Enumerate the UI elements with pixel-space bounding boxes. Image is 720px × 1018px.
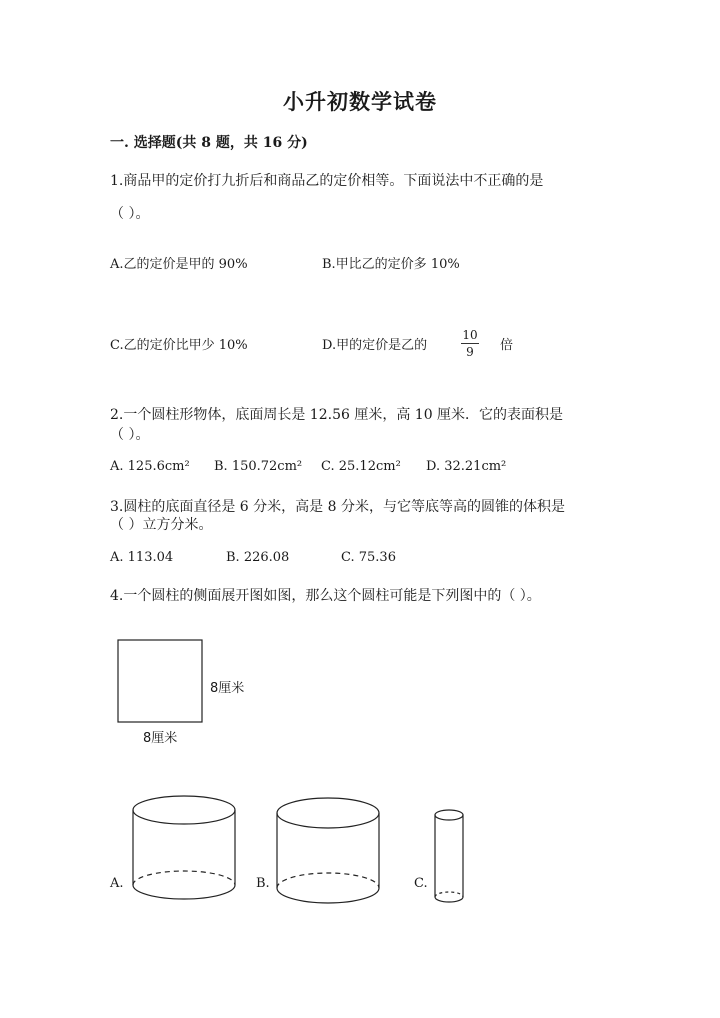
q4-choice-b-label: B. (256, 876, 270, 891)
cylinder-a-top (133, 796, 235, 824)
q4-stem: 4.一个圆柱的侧面展开图如图，那么这个圆柱可能是下列图中的（ ）。 (110, 588, 541, 604)
page-title: 小升初数学试卷 (283, 89, 437, 114)
net-bottom-label: 8厘米 (143, 731, 178, 746)
cylinder-b (277, 798, 379, 903)
cylinder-b-bottom-front (277, 888, 379, 903)
q2-option-a: A. 125.6cm² (110, 459, 190, 474)
q3-option-a: A. 113.04 (110, 550, 174, 565)
cylinder-a-bottom-back (133, 871, 235, 885)
q2-stem-line2: （ ）。 (110, 427, 150, 443)
q2-option-b: B. 150.72cm² (214, 459, 303, 474)
cylinder-c-bottom-front (435, 897, 463, 902)
q2-stem-line1: 2.一个圆柱形物体，底面周长是 12.56 厘米，高 10 厘米．它的表面积是 (110, 407, 564, 423)
cylinder-c (435, 810, 463, 902)
q3-option-b: B. 226.08 (226, 550, 290, 565)
q4-choice-a-label: A. (110, 876, 124, 891)
cylinder-b-top (277, 798, 379, 828)
fraction-numerator: 10 (462, 328, 478, 342)
q2-option-d: D. 32.21cm² (426, 459, 507, 474)
q3-option-c: C. 75.36 (341, 550, 396, 565)
net-square (118, 640, 202, 722)
q2-option-c: C. 25.12cm² (321, 459, 401, 474)
q1-option-a: A.乙的定价是甲的 90% (110, 257, 248, 272)
cylinder-a-bottom-front (133, 885, 235, 899)
q3-stem-line1: 3.圆柱的底面直径是 6 分米，高是 8 分米，与它等底等高的圆锥的体积是 (110, 499, 565, 515)
cylinder-b-bottom-back (277, 873, 379, 888)
fraction-denominator: 9 (466, 345, 474, 359)
q3-stem-line2: （ ）立方分米。 (110, 517, 213, 533)
net-side-label: 8厘米 (210, 681, 245, 696)
q1-option-c: C.乙的定价比甲少 10% (110, 338, 248, 353)
section-heading: 一. 选择题(共 8 题，共 16 分) (110, 135, 308, 151)
q1-option-d-prefix: D.甲的定价是乙的 (322, 338, 428, 353)
q1-option-b: B.甲比乙的定价多 10% (322, 257, 460, 272)
cylinder-c-top (435, 810, 463, 820)
q1-stem-line1: 1.商品甲的定价打九折后和商品乙的定价相等。下面说法中不正确的是 (110, 173, 544, 189)
q4-choice-c-label: C. (414, 876, 428, 891)
cylinder-a (133, 796, 235, 899)
cylinder-c-bottom-back (435, 892, 463, 897)
q1-stem-line2: （ ）。 (110, 206, 150, 222)
q1-option-d-suffix: 倍 (500, 338, 514, 353)
